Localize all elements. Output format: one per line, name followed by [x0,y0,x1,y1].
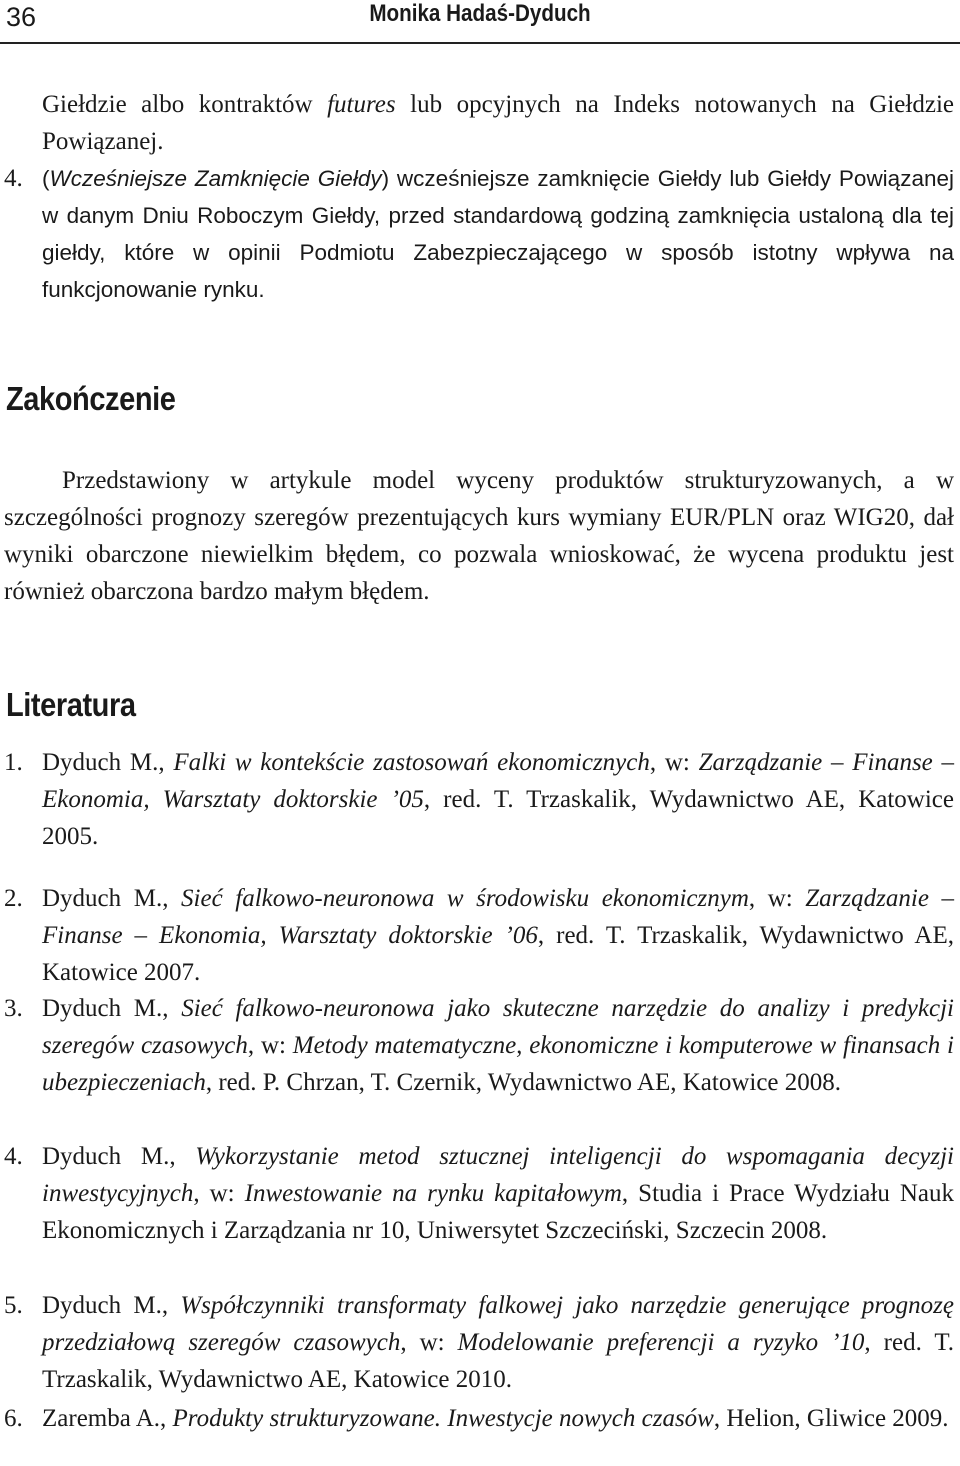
reference-publisher: , red. T. Trzaskalik, Wydawnictwo AE, Katowice 2005. [42,786,954,850]
reference-author: Zaremba A. [42,1405,161,1432]
section-heading-literature: Literatura [6,686,136,723]
reference-item [4,880,954,991]
reference-title: Wykorzystanie metod sztucznej inteligencji do wspomagania decyzji inwestycyjnych [42,1143,955,1207]
reference-item [4,1287,954,1398]
text: ) wcześniejsze zamknięcie Giełdy lub Giełdy Powiązanej w danym Dniu Roboczym Giełdy, przed standardową godziną zamknięcia ustaloną dla tej giełdy, które w opinii Podmiotu Zabezpieczającego w sposób istotny wpływa na funkcjonowanie rynku. [42,166,954,302]
reference-number: 5. [4,1292,23,1319]
text: lub opcyjnych na Indeks notowanych na Giełdzie Powiązanej. [42,91,954,155]
item-number: 4. [4,165,23,192]
reference-author: Dyduch M. [42,1292,162,1319]
reference-item [4,990,954,1101]
separator: , [160,1405,173,1432]
reference-author: Dyduch M. [42,995,163,1022]
reference-item [4,1400,954,1437]
page-header [0,0,960,46]
reference-source: Zarządzanie – Finanse – Ekonomia, Warsztaty doktorskie ’05 [42,749,955,813]
reference-item [4,744,954,855]
reference-publisher: , red. P. Chrzan, T. Czernik, Wydawnictwo AE, Katowice 2008. [205,1069,842,1096]
continued-paragraph [42,86,954,160]
separator: , [161,1292,181,1319]
separator: , [158,749,174,776]
section-heading-conclusion: Zakończenie [6,380,176,417]
reference-publisher: , Helion, Gliwice 2009. [713,1405,949,1432]
separator: , w: [400,1329,458,1356]
reference-title: Sieć falkowo-neuronowa jako skuteczne narzędzie do analizy i predykcji szeregów czasowych [42,995,954,1059]
reference-author: Dyduch M. [42,749,159,776]
reference-publisher: , Studia i Prace Wydziału Nauk Ekonomicznych i Zarządzania nr 10, Uniwersytet Szczeciński, Szczecin 2008. [42,1180,955,1244]
separator: , w: [748,885,806,912]
reference-text [42,744,954,855]
reference-publisher: , red. T. Trzaskalik, Wydawnictwo AE, Katowice 2007. [42,922,955,986]
reference-title: Współczynniki transformaty falkowej jako narzędzie generujące prognozę przedziałową szeregów czasowych [42,1292,955,1356]
list-item-4 [4,160,954,308]
reference-text [42,1287,954,1398]
reference-title: Produkty strukturyzowane. Inwestycje nowych czasów [172,1405,714,1432]
italic-term: Wcześniejsze Zamknięcie Giełdy [49,166,382,191]
separator: , [169,1143,196,1170]
reference-text [42,1400,954,1437]
reference-publisher: , red. T. Trzaskalik, Wydawnictwo AE, Katowice 2010. [42,1329,955,1393]
conclusion-paragraph: Przedstawiony w artykule model wyceny produktów strukturyzowanych, a w szczególności prognozy szeregów prezentujących kurs wymiany EUR/PLN oraz WIG20, dał wyniki obarczone niewielkim błędem, co pozwala wnioskować, że wycena produktu jest również obarczona bardzo małym błędem. [4,467,954,605]
reference-number: 6. [4,1405,23,1432]
reference-text [42,990,954,1101]
reference-text [42,1138,954,1249]
reference-author: Dyduch M. [42,1143,170,1170]
text: Giełdzie albo kontraktów [42,91,328,118]
reference-title: Falki w kontekście zastosowań ekonomicznych [173,749,650,776]
reference-title: Sieć falkowo-neuronowa w środowisku ekonomicznym [181,885,749,912]
page-number: 36 [6,2,37,32]
separator: , w: [247,1032,293,1059]
text: ( [42,166,50,191]
separator: , [162,995,182,1022]
reference-text [42,880,954,991]
reference-source: Inwestowanie na rynku kapitałowym [244,1180,622,1207]
reference-item [4,1138,954,1249]
reference-number: 2. [4,885,23,912]
separator: , w: [193,1180,245,1207]
separator: , [162,885,182,912]
running-head-author: Monika Hadaś-Dyduch [369,0,591,27]
reference-number: 1. [4,749,23,776]
header-rule [0,42,960,44]
reference-source: Modelowanie preferencji a ryzyko ’10 [457,1329,865,1356]
item-text [42,160,954,308]
reference-source: Metody matematyczne, ekonomiczne i komputerowe w finansach i ubezpieczeniach [42,1032,954,1096]
reference-source: Zarządzanie – Finanse – Ekonomia, Warsztaty doktorskie ’06 [42,885,954,949]
reference-number: 3. [4,995,23,1022]
reference-author: Dyduch M. [42,885,163,912]
reference-number: 4. [4,1143,23,1170]
separator: , w: [649,749,699,776]
italic-term: futures [327,91,396,118]
